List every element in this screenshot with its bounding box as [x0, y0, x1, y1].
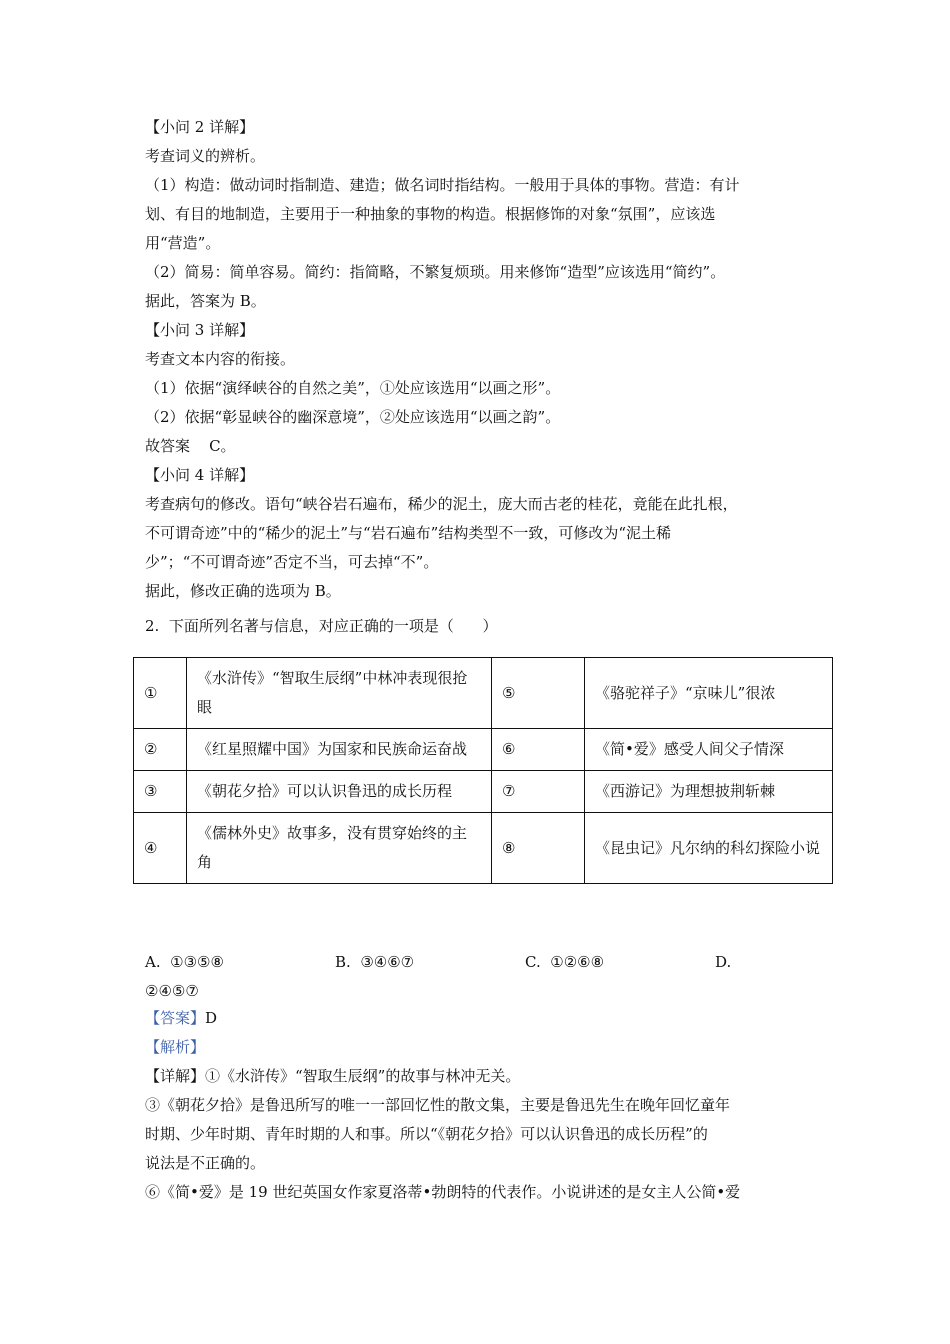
option-b: B. ③④⑥⑦	[335, 953, 415, 971]
item-text: 《水浒传》“智取生辰纲”中林冲表现很抢眼	[187, 658, 492, 729]
item-number: ⑧	[492, 813, 585, 884]
answer-options	[145, 948, 835, 1006]
sub2-line: 据此，答案为 B。	[145, 292, 266, 310]
item-text: 《儒林外史》故事多，没有贯穿始终的主角	[187, 813, 492, 884]
sub4-line: 少”；“不可谓奇迹”否定不当，可去掉“不”。	[145, 553, 439, 571]
option-c: C. ①②⑥⑧	[525, 953, 605, 971]
detail-line	[145, 1062, 835, 1091]
answer-value: D	[205, 1009, 218, 1027]
item-number: ①	[134, 658, 187, 729]
detail-label: 【详解】	[145, 1067, 206, 1085]
item-text: 《骆驼祥子》“京味儿”很浓	[585, 658, 833, 729]
sub2-line: 划、有目的地制造，主要用于一种抽象的事物的构造。根据修饰的对象“氛围”，应该选	[145, 205, 716, 223]
item-number: ③	[134, 771, 187, 813]
sub3-line: 故答案 C。	[145, 437, 236, 455]
detail-text: ⑥《简•爱》是 19 世纪英国女作家夏洛蒂•勃朗特的代表作。小说讲述的是女主人公简•爱	[145, 1183, 741, 1201]
detail-text: 时期、少年时期、青年时期的人和事。所以“《朝花夕拾》可以认识鲁迅的成长历程”的	[145, 1125, 708, 1143]
sub2-line: （2）简易：简单容易。简约：指简略，不繁复烦琐。用来修饰“造型”应该选用“简约”。	[145, 263, 726, 281]
sub3-heading: 【小问 3 详解】	[145, 321, 255, 339]
sub2-line: 用“营造”。	[145, 234, 221, 252]
answer-line	[145, 1004, 835, 1033]
item-text: 《西游记》为理想披荆斩棘	[585, 771, 833, 813]
option-d-continued: ②④⑤⑦	[145, 982, 199, 1000]
table-row	[134, 729, 833, 771]
item-text: 《红星照耀中国》为国家和民族命运奋战	[187, 729, 492, 771]
sub4-heading: 【小问 4 详解】	[145, 466, 255, 484]
explanation-text	[145, 113, 835, 641]
item-number: ②	[134, 729, 187, 771]
detail-text: ①《水浒传》“智取生辰纲”的故事与林冲无关。	[205, 1067, 521, 1085]
table-row	[134, 813, 833, 884]
detail-text: ③《朝花夕拾》是鲁迅所写的唯一一部回忆性的散文集，主要是鲁迅先生在晚年回忆童年	[145, 1096, 731, 1114]
sub4-line: 考查病句的修改。语句“峡谷岩石遍布，稀少的泥土，庞大而古老的桂花，竟能在此扎根，	[145, 495, 738, 513]
sub2-line: 考查词义的辨析。	[145, 147, 266, 165]
detail-text: 说法是不正确的。	[145, 1154, 266, 1172]
item-text: 《昆虫记》凡尔纳的科幻探险小说	[585, 813, 833, 884]
analysis-label: 【解析】	[145, 1038, 206, 1056]
item-text: 《朝花夕拾》可以认识鲁迅的成长历程	[187, 771, 492, 813]
question2-stem: 2. 下面所列名著与信息，对应正确的一项是（ ）	[145, 617, 498, 635]
sub3-line: （2）依据“彰显峡谷的幽深意境”，②处应该选用“以画之韵”。	[145, 408, 561, 426]
item-number: ⑥	[492, 729, 585, 771]
table-row	[134, 771, 833, 813]
option-d: D.	[715, 953, 732, 971]
item-number: ⑦	[492, 771, 585, 813]
option-a: A. ①③⑤⑧	[145, 953, 224, 971]
item-number: ④	[134, 813, 187, 884]
sub4-line: 据此，修改正确的选项为 B。	[145, 582, 341, 600]
item-text: 《简•爱》感受人间父子情深	[585, 729, 833, 771]
sub4-line: 不可谓奇迹”中的“稀少的泥土”与“岩石遍布”结构类型不一致，可修改为“泥土稀	[145, 524, 672, 542]
answer-label: 【答案】	[145, 1009, 206, 1027]
sub2-line: （1）构造：做动词时指制造、建造；做名词时指结构。一般用于具体的事物。营造：有计	[145, 176, 740, 194]
item-number: ⑤	[492, 658, 585, 729]
answer-analysis	[145, 1004, 835, 1207]
sub3-line: 考查文本内容的衔接。	[145, 350, 296, 368]
table-row	[134, 658, 833, 729]
works-info-table	[133, 657, 833, 884]
sub3-line: （1）依据“演绎峡谷的自然之美”，①处应该选用“以画之形”。	[145, 379, 561, 397]
sub2-heading: 【小问 2 详解】	[145, 118, 255, 136]
